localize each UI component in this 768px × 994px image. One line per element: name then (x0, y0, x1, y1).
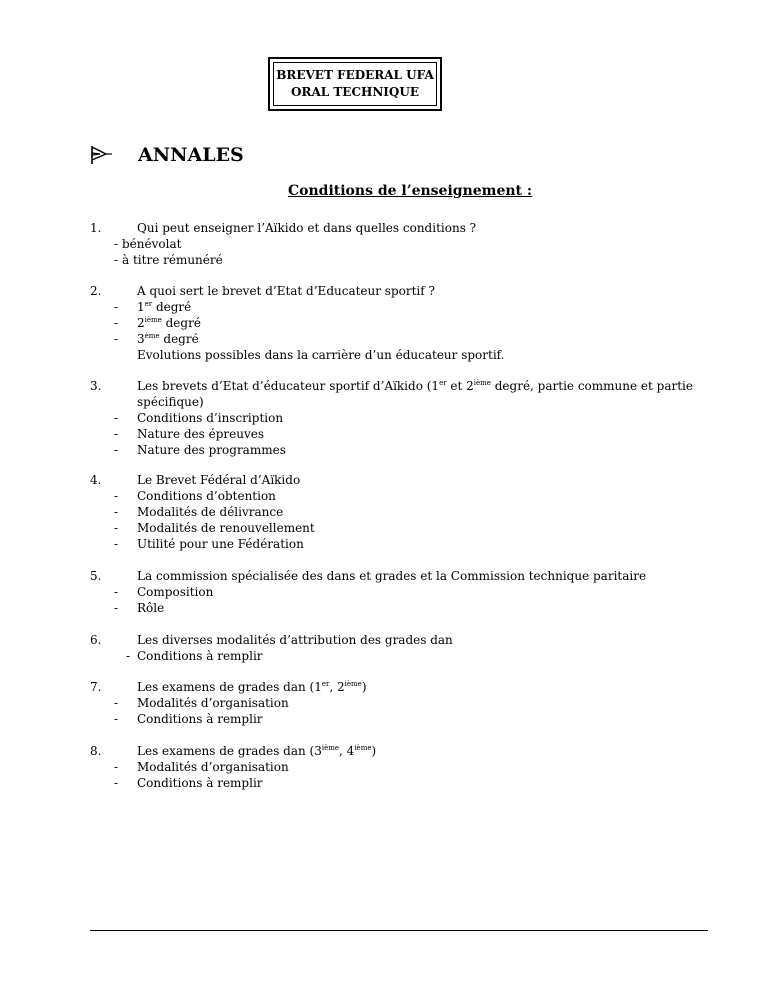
title-box (268, 57, 442, 111)
section-heading (90, 142, 244, 168)
list-item: - Nature des épreuves (114, 427, 265, 441)
list-item: - Modalités de renouvellement (114, 521, 315, 535)
question-4 (90, 472, 690, 552)
list-item: - Utilité pour une Fédération (114, 537, 304, 551)
question-2 (90, 283, 690, 363)
question-number: 8. (90, 744, 102, 758)
question-number: 4. (90, 473, 102, 487)
list-item: - Conditions à remplir (126, 649, 263, 663)
question-text: A quoi sert le brevet d’Etat d’Educateur sportif ? (137, 284, 435, 298)
list-item: - 2ième degré (114, 316, 201, 330)
list-item: - Nature des programmes (114, 443, 286, 457)
question-6 (90, 632, 690, 664)
question-text: Le Brevet Fédéral d’Aïkido (137, 473, 301, 487)
section-title: ANNALES (138, 144, 244, 166)
question-text: La commission spécialisée des dans et grades et la Commission technique paritaire (137, 569, 647, 583)
question-text: Les brevets d’Etat d’éducateur sportif d’Aïkido (1er et 2ième degré, partie commune et partie (137, 379, 693, 393)
title-box-inner (273, 62, 437, 106)
list-item: - Rôle (114, 601, 165, 615)
question-number: 7. (90, 680, 102, 694)
question-text: Les examens de grades dan (3ième, 4ième) (137, 744, 377, 758)
list-item: - Conditions à remplir (114, 776, 263, 790)
question-number: 3. (90, 379, 102, 393)
question-5 (90, 568, 690, 616)
question-number: 5. (90, 569, 102, 583)
question-note: Evolutions possibles dans la carrière d’un éducateur sportif. (137, 348, 505, 362)
title-line-1: BREVET FEDERAL UFA (276, 68, 434, 82)
list-item: - 1er degré (114, 300, 192, 314)
question-text-continued: spécifique) (137, 395, 204, 409)
question-text: Qui peut enseigner l’Aïkido et dans quelles conditions ? (137, 221, 477, 235)
question-number: 2. (90, 284, 102, 298)
question-text: Les diverses modalités d’attribution des grades dan (137, 633, 453, 647)
subtitle: Conditions de l’enseignement : (288, 183, 533, 199)
list-item: - Modalités d’organisation (114, 760, 289, 774)
pen-nib-icon (90, 143, 114, 167)
list-item: - Conditions à remplir (114, 712, 263, 726)
list-item: - Conditions d’inscription (114, 411, 284, 425)
question-text: Les examens de grades dan (1er, 2ième) (137, 680, 367, 694)
question-number: 6. (90, 633, 102, 647)
question-number: 1. (90, 221, 102, 235)
question-8 (90, 743, 690, 791)
list-item: - Modalités d’organisation (114, 696, 289, 710)
list-item: - à titre rémunéré (114, 253, 223, 267)
question-1 (90, 220, 690, 268)
question-3 (90, 378, 693, 458)
list-item: - Modalités de délivrance (114, 505, 284, 519)
title-line-2: ORAL TECHNIQUE (291, 85, 419, 99)
list-item: - Conditions d’obtention (114, 489, 276, 503)
list-item: - 3ème degré (114, 332, 199, 346)
list-item: - bénévolat (114, 237, 182, 251)
list-item: - Composition (114, 585, 214, 599)
question-7 (90, 679, 690, 727)
footer-divider (90, 930, 708, 931)
